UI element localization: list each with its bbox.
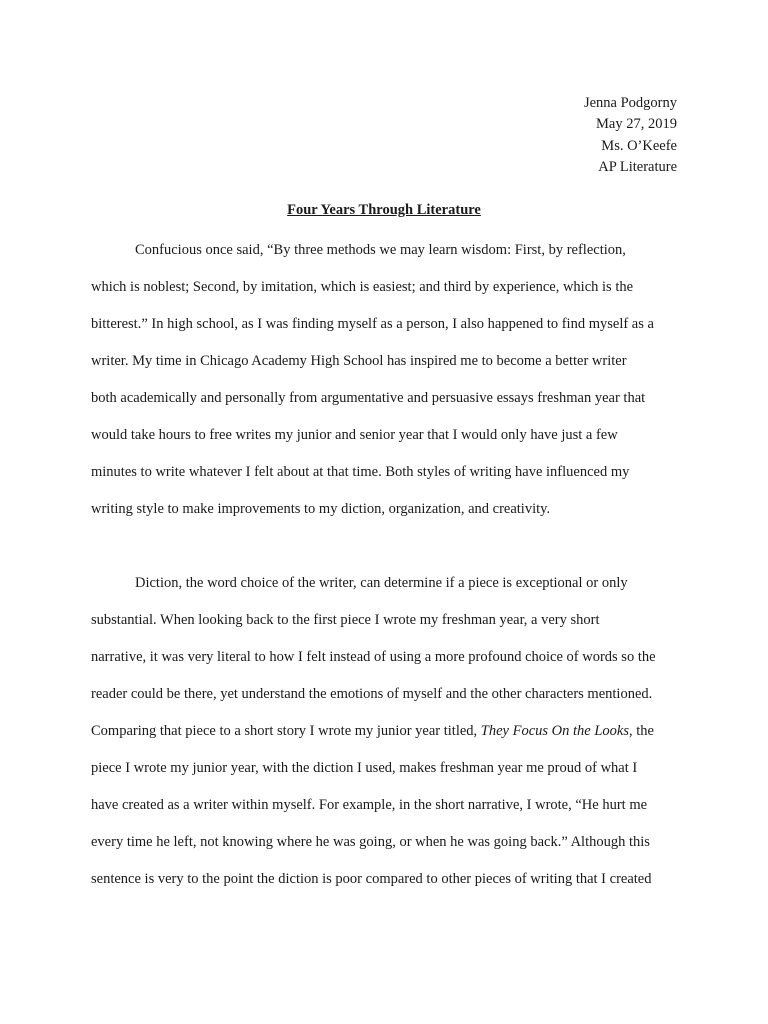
course-name: AP Literature (598, 159, 677, 176)
paragraph-2-line (91, 721, 654, 741)
header-block (584, 93, 677, 179)
paragraph-2-line: narrative, it was very literal to how I felt instead of using a more profound choice of words so the (91, 649, 656, 665)
paragraph-2-line: reader could be there, yet understand the emotions of myself and the other characters mentioned. (91, 686, 653, 702)
paragraph-2-line: piece I wrote my junior year, with the diction I used, makes freshman year me proud of what I (91, 760, 638, 776)
date: May 27, 2019 (596, 116, 677, 133)
paragraph-2-line: have created as a writer within myself. For example, in the short narrative, I wrote, “He hurt me (91, 797, 648, 813)
paragraph-2-line: every time he left, not knowing where he was going, or when he was going back.” Although this (91, 834, 650, 850)
paragraph-2-line: substantial. When looking back to the first piece I wrote my freshman year, a very short (91, 612, 600, 628)
paragraph-2-line: sentence is very to the point the diction is poor compared to other pieces of writing that I created (91, 871, 652, 887)
paragraph-1-line: writing style to make improvements to my diction, organization, and creativity. (91, 501, 551, 517)
paragraph-1-line: would take hours to free writes my junior and senior year that I would only have just a few (91, 427, 618, 443)
paragraph-1-line: Confucious once said, “By three methods we may learn wisdom: First, by reflection, (135, 242, 626, 258)
paragraph-1-line: bitterest.” In high school, as I was finding myself as a person, I also happened to find myself as a (91, 316, 654, 332)
paragraph-2-line: Diction, the word choice of the writer, can determine if a piece is exceptional or only (135, 575, 628, 591)
author-name: Jenna Podgorny (583, 95, 677, 111)
teacher-name: Ms. O’Keefe (601, 137, 677, 154)
comparing-text-end: , the (629, 723, 654, 739)
paragraph-1-line: which is noblest; Second, by imitation, which is easiest; and third by experience, which is the (91, 279, 634, 295)
story-title: They Focus On the Looks (480, 723, 629, 739)
paragraph-1-line: both academically and personally from argumentative and persuasive essays freshman year that (91, 390, 646, 406)
document-title: Four Years Through Literature (287, 202, 481, 218)
paragraph-1-line: writer. My time in Chicago Academy High School has inspired me to become a better writer (91, 353, 627, 369)
paragraph-1-line: minutes to write whatever I felt about at that time. Both styles of writing have influenced my (91, 464, 630, 480)
comparing-text: Comparing that piece to a short story I wrote my junior year titled, (91, 723, 481, 739)
